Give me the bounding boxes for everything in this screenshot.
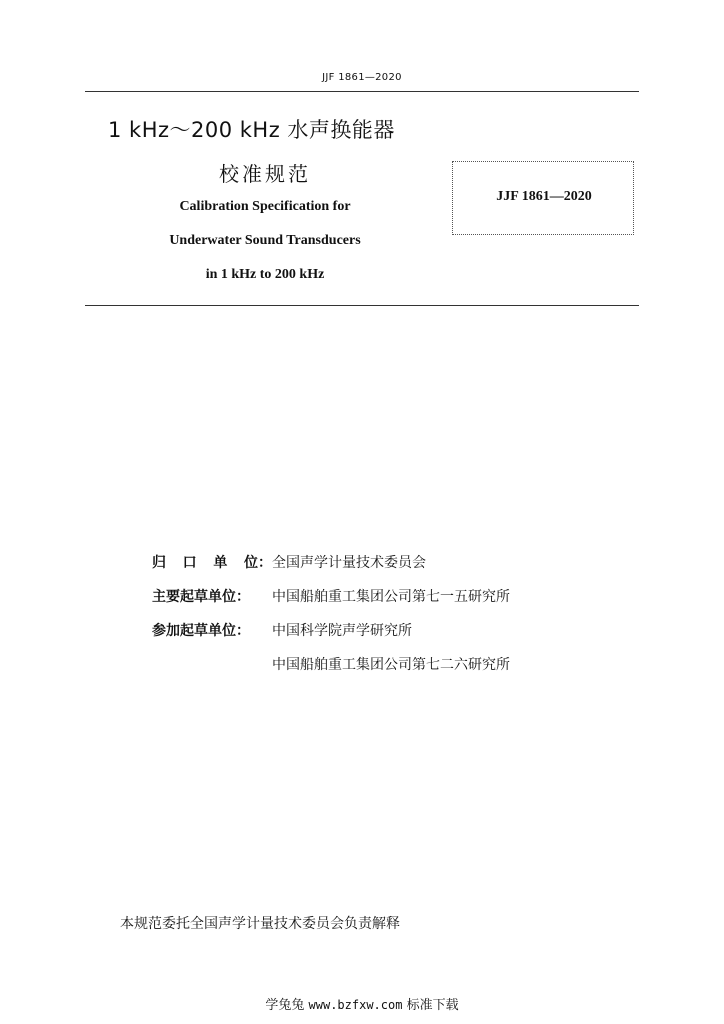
responsible-unit-row [152, 552, 510, 586]
title-chinese-line-1: 1 kHz～200 kHz 水声换能器 [108, 118, 395, 142]
running-header-code: JJF 1861—2020 [322, 72, 402, 83]
participating-unit-value-2: 中国船舶重工集团公司第七二六研究所 [272, 657, 510, 673]
watermark-suffix: 标准下载 [402, 998, 459, 1013]
participating-unit-value-1: 中国科学院声学研究所 [272, 623, 412, 639]
participating-unit-label: 参加起草单位： [152, 623, 250, 639]
participating-unit-row-2 [152, 654, 510, 688]
title-divider [85, 305, 639, 306]
interpretation-note: 本规范委托全国声学计量技术委员会负责解释 [120, 916, 400, 932]
title-english-line-1: Calibration Specification for [179, 199, 351, 214]
title-english-line-2: Underwater Sound Transducers [169, 233, 361, 248]
main-drafting-unit-value: 中国船舶重工集团公司第七一五研究所 [272, 589, 510, 605]
watermark-prefix: 学兔兔 [265, 998, 309, 1013]
main-drafting-unit-row [152, 586, 510, 620]
responsible-unit-label: 归 口 单 位： [152, 555, 272, 571]
standard-code-box [452, 161, 634, 235]
watermark [0, 994, 724, 1013]
title-chinese-line-2: 校准规范 [219, 162, 311, 186]
main-drafting-unit-label: 主要起草单位： [152, 589, 250, 605]
participating-unit-row [152, 620, 510, 654]
header-divider [85, 91, 639, 92]
drafting-units [152, 552, 510, 688]
title-english-line-3: in 1 kHz to 200 kHz [205, 267, 325, 282]
standard-code: JJF 1861—2020 [496, 189, 592, 204]
watermark-url: www.bzfxw.com [308, 998, 403, 1012]
responsible-unit-value: 全国声学计量技术委员会 [272, 555, 426, 571]
